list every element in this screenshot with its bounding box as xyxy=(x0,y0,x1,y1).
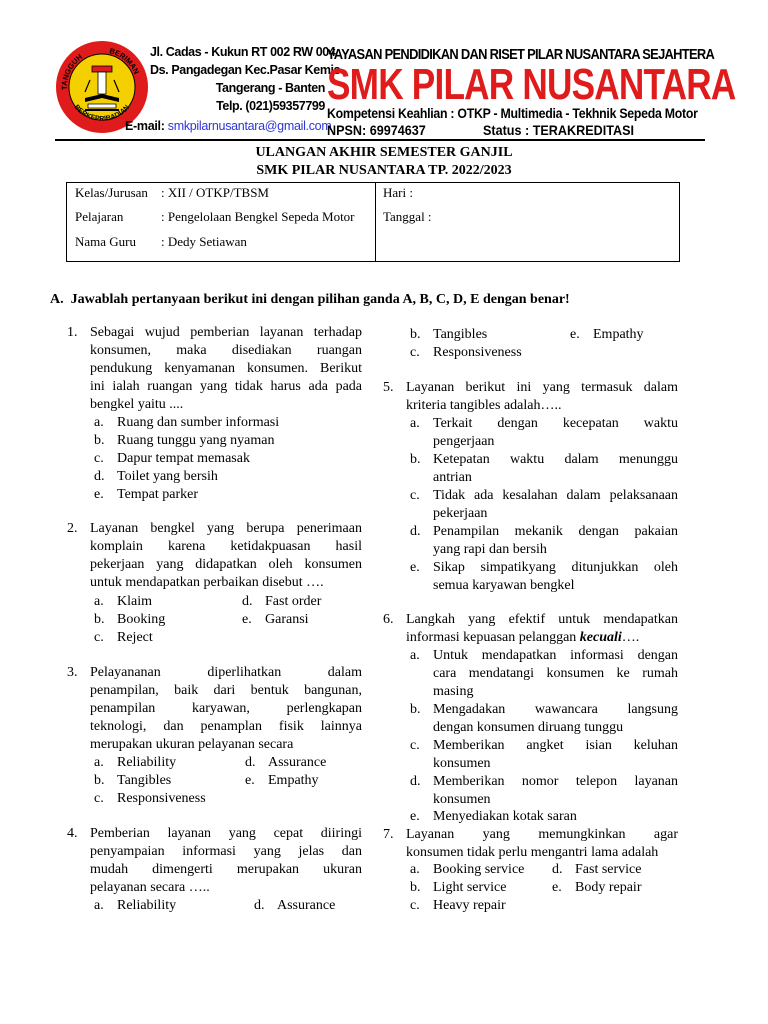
option-letter: d. xyxy=(254,898,265,913)
competency-line: Kompetensi Keahlian : OTKP - Multimedia - Tekhnik Sepeda Motor xyxy=(327,105,698,121)
option-text: Empathy xyxy=(593,327,644,342)
option-text: Fast service xyxy=(575,862,642,877)
option-letter: a. xyxy=(410,416,420,431)
identity-value: : Pengelolaan Bengkel Sepeda Motor xyxy=(161,209,355,224)
stem-line: penampilan karyawan, perlengkapan xyxy=(90,701,362,716)
option-text: Toilet yang bersih xyxy=(117,469,218,484)
question-number: 3. xyxy=(67,665,78,680)
header-divider xyxy=(55,139,705,141)
stem-line: pekerjaan yang didapatkan oleh konsumen xyxy=(90,557,362,572)
option-text: masing xyxy=(433,684,474,699)
exam-subtitle: SMK PILAR NUSANTARA TP. 2022/2023 xyxy=(256,163,512,178)
option-letter: b. xyxy=(410,327,421,342)
option-letter: b. xyxy=(410,452,421,467)
date-field[interactable]: Tanggal : xyxy=(383,209,432,224)
option-text: Light service xyxy=(433,880,507,895)
option-letter: d. xyxy=(94,469,105,484)
option-letter: c. xyxy=(410,898,420,913)
option-text: Untuk mendapatkan informasi dengan xyxy=(433,648,678,663)
option-letter: c. xyxy=(94,451,104,466)
identity-label: Kelas/Jurusan xyxy=(75,185,148,200)
option-text: Sikap simpatikyang ditunjukkan oleh xyxy=(433,560,678,575)
option-letter: d. xyxy=(410,524,421,539)
emphasis-kecuali: kecuali xyxy=(579,630,622,645)
option-text: Ruang tunggu yang nyaman xyxy=(117,433,275,448)
option-text: Booking xyxy=(117,612,166,627)
option-text: Klaim xyxy=(117,594,152,609)
option-text: Tidak ada kesalahan dalam pelaksanaan xyxy=(433,488,678,503)
question-stem xyxy=(90,324,362,414)
option-letter: a. xyxy=(410,862,420,877)
school-address xyxy=(150,43,341,115)
identity-row-class xyxy=(75,185,269,201)
stem-text: …. xyxy=(621,630,640,645)
stem-line: konsumen tidak perlu mengantri lama adalah xyxy=(406,845,659,860)
option-letter: c. xyxy=(410,345,420,360)
option-text: antrian xyxy=(433,470,472,485)
option-text: konsumen xyxy=(433,792,491,807)
option-text: Memberikan angket isian keluhan xyxy=(433,738,678,753)
section-instruction: Jawablah pertanyaan berikut ini dengan pilihan ganda A, B, C, D, E dengan benar! xyxy=(70,292,570,307)
option-text: yang rapi dan bersih xyxy=(433,542,547,557)
option-text: Ketepatan waktu dalam menunggu xyxy=(433,452,678,467)
email-label: E-mail: xyxy=(125,119,165,133)
question-stem xyxy=(90,664,362,754)
address-line: Jl. Cadas - Kukun RT 002 RW 004 xyxy=(150,45,336,59)
option-text: Dapur tempat memasak xyxy=(117,451,250,466)
option-text: Tangibles xyxy=(433,327,488,342)
logo-text-tangguh: TANGGUH xyxy=(59,52,85,91)
option-text: pengerjaan xyxy=(433,434,495,449)
stem-line: pelayanan secara ….. xyxy=(90,880,210,895)
stem-line: bengkel yaitu .... xyxy=(90,397,184,412)
option-letter: a. xyxy=(94,594,104,609)
stem-line: penyampaian informasi yang jelas dan xyxy=(90,844,362,859)
stem-line: ini ialah ruangan yang tidak harus ada pada xyxy=(90,379,362,394)
stem-text: informasi kepuasan pelanggan xyxy=(406,630,580,645)
foundation-name: YAYASAN PENDIDIKAN DAN RISET PILAR NUSANTARA SEJAHTERA xyxy=(327,46,715,63)
option-text: Tangibles xyxy=(117,773,172,788)
option-letter: e. xyxy=(242,612,252,627)
option-text: Body repair xyxy=(575,880,642,895)
option-letter: b. xyxy=(94,433,105,448)
option-letter: d. xyxy=(242,594,253,609)
option-letter: e. xyxy=(94,487,104,502)
option-text: Heavy repair xyxy=(433,898,506,913)
option-letter: b. xyxy=(410,702,421,717)
stem-line: untuk mendapatkan perbaikan disebut …. xyxy=(90,575,324,590)
option-text: Menyediakan kotak saran xyxy=(433,809,577,824)
exam-title: ULANGAN AKHIR SEMESTER GANJIL xyxy=(255,145,513,160)
option-letter: c. xyxy=(410,488,420,503)
stem-line: merupakan ukuran pelayanan secara xyxy=(90,737,294,752)
option-letter: b. xyxy=(94,612,105,627)
stem-line: Sebagai wujud pemberian layanan terhadap xyxy=(90,325,362,340)
identity-table xyxy=(66,182,680,262)
table-divider xyxy=(375,183,376,261)
question-stem xyxy=(90,825,362,897)
question-number: 2. xyxy=(67,521,78,536)
identity-value: : XII / OTKP/TBSM xyxy=(161,185,269,200)
option-letter: b. xyxy=(94,773,105,788)
option-text: Reject xyxy=(117,630,153,645)
email-line xyxy=(125,119,331,133)
identity-row-teacher xyxy=(75,234,247,250)
identity-value: : Dedy Setiawan xyxy=(161,234,247,249)
stem-line: Pelayananan diperlihatkan dalam xyxy=(90,665,362,680)
stem-line: konsumen, maka disediakan ruangan xyxy=(90,343,362,358)
stem-line: kriteria tangibles adalah….. xyxy=(406,398,562,413)
question-number: 1. xyxy=(67,325,78,340)
phone-line: Telp. (021)59357799 xyxy=(216,99,325,113)
npsn: NPSN: 69974637 xyxy=(327,122,426,138)
option-letter: e. xyxy=(245,773,255,788)
stem-line: komplain karena ketidakpuasan hasil xyxy=(90,539,362,554)
option-letter: e. xyxy=(410,809,420,824)
option-text: Reliability xyxy=(117,755,177,770)
stem-line: Layanan berikut ini yang termasuk dalam xyxy=(406,380,678,395)
question-stem xyxy=(90,520,362,592)
school-name: SMK PILAR NUSANTARA xyxy=(327,60,736,109)
accreditation-status: Status : TERAKREDITASI xyxy=(483,122,634,138)
option-text: Garansi xyxy=(265,612,309,627)
option-letter: d. xyxy=(552,862,563,877)
question-number: 5. xyxy=(383,380,394,395)
option-text: Booking service xyxy=(433,862,525,877)
option-text: Penampilan mekanik dengan pakaian xyxy=(433,524,678,539)
section-label: A. xyxy=(50,292,64,307)
stem-line: mudah dimengerti merupakan ukuran xyxy=(90,862,362,877)
address-line: Tangerang - Banten xyxy=(215,81,325,95)
stem-line: Layanan bengkel yang berupa penerimaan xyxy=(90,521,362,536)
option-text: Empathy xyxy=(268,773,319,788)
option-letter: e. xyxy=(410,560,420,575)
section-heading xyxy=(50,292,570,308)
option-letter: d. xyxy=(410,774,421,789)
logo-text-berkepribadian: BERKEPRIBADIAN xyxy=(72,103,132,123)
option-letter: d. xyxy=(245,755,256,770)
option-text: Fast order xyxy=(265,594,322,609)
option-text: Memberikan nomor telepon layanan xyxy=(433,774,678,789)
stem-line xyxy=(406,629,678,647)
question-number: 4. xyxy=(67,826,78,841)
option-letter: e. xyxy=(570,327,580,342)
option-text: konsumen xyxy=(433,756,491,771)
email-link[interactable]: smkpilarnusantara@gmail.com xyxy=(167,119,332,133)
identity-label: Nama Guru xyxy=(75,234,137,249)
stem-line: Pemberian layanan yang cepat diiringi xyxy=(90,826,362,841)
stem-line: Layanan yang memungkinkan agar xyxy=(406,827,678,842)
option-letter: c. xyxy=(94,630,104,645)
option-text: semua karyawan bengkel xyxy=(433,578,575,593)
question-stem xyxy=(406,379,678,415)
option-letter: a. xyxy=(410,648,420,663)
option-text: cara mendatangi konsumen ke rumah xyxy=(433,666,678,681)
logo-text-beriman: BERIMAN xyxy=(108,46,142,76)
option-text: Responsiveness xyxy=(433,345,522,360)
option-text: Assurance xyxy=(277,898,336,913)
option-letter: a. xyxy=(94,415,104,430)
question-number: 6. xyxy=(383,612,394,627)
option-letter: c. xyxy=(410,738,420,753)
option-letter: a. xyxy=(94,898,104,913)
option-letter: c. xyxy=(94,791,104,806)
option-text: Terkait dengan kecepatan waktu xyxy=(433,416,678,431)
stem-line: pendukung kenyamanan konsumen. Berikut xyxy=(90,361,362,376)
option-letter: a. xyxy=(94,755,104,770)
identity-label: Pelajaran xyxy=(75,209,124,224)
day-field[interactable]: Hari : xyxy=(383,185,413,200)
identity-row-subject xyxy=(75,209,355,225)
address-line: Ds. Pangadegan Kec.Pasar Kemis xyxy=(150,63,341,77)
option-letter: b. xyxy=(410,880,421,895)
stem-line: teknologi, dan penamplan fisik lainnya xyxy=(90,719,362,734)
question-stem xyxy=(406,826,678,862)
stem-line: Langkah yang efektif untuk mendapatkan xyxy=(406,612,678,627)
option-text: Reliability xyxy=(117,898,177,913)
option-text: dengan konsumen diruang tunggu xyxy=(433,720,624,735)
question-stem xyxy=(406,611,678,647)
option-text: Mengadakan wawancara langsung xyxy=(433,702,678,717)
option-text: Responsiveness xyxy=(117,791,206,806)
question-number: 7. xyxy=(383,827,394,842)
option-text: Assurance xyxy=(268,755,327,770)
option-text: pekerjaan xyxy=(433,506,488,521)
stem-line: penampilan, baik dari bentuk bangunan, xyxy=(90,683,362,698)
option-letter: e. xyxy=(552,880,562,895)
option-text: Tempat parker xyxy=(117,487,199,502)
option-text: Ruang dan sumber informasi xyxy=(117,415,280,430)
